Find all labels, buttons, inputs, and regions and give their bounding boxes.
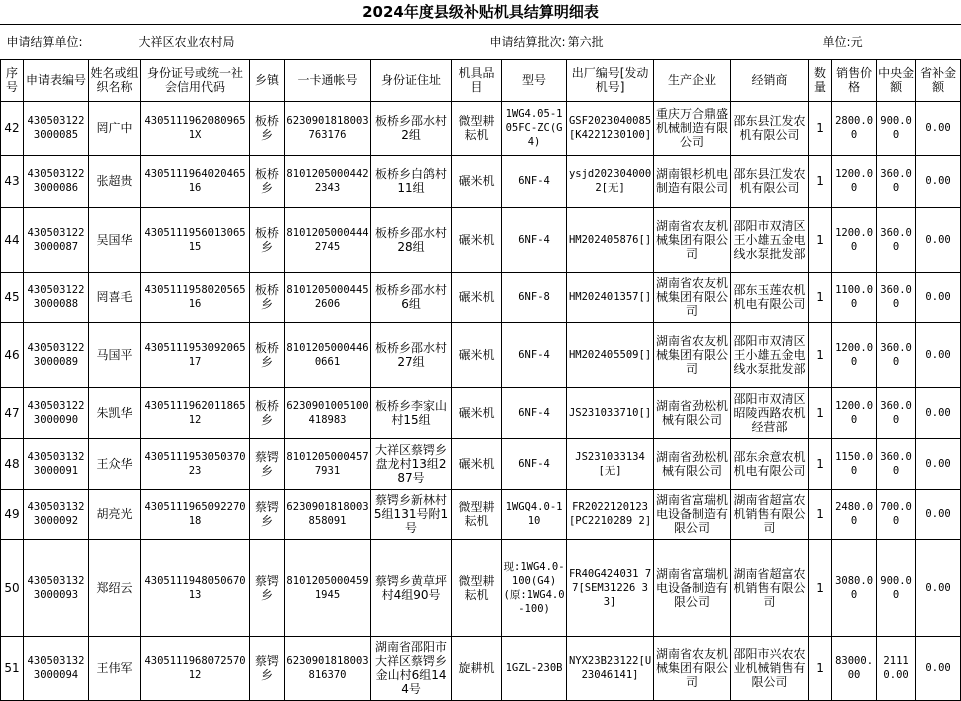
cell-province: 0.00 <box>916 272 961 322</box>
cell-seq: 48 <box>1 438 24 489</box>
cell-price: 2800.00 <box>832 101 877 155</box>
cell-manufacturer: 湖南银杉机电制造有限公司 <box>654 155 731 207</box>
cell-name: 马国平 <box>89 322 141 387</box>
cell-form-no: 4305031323000091 <box>24 438 89 489</box>
cell-dealer: 邵阳市双清区王小雄五金电线水泵批发部 <box>731 322 809 387</box>
cell-account: 81012050004442745 <box>285 207 371 272</box>
cell-form-no: 4305031223000089 <box>24 322 89 387</box>
cell-category: 微型耕耘机 <box>452 101 502 155</box>
cell-account: 6230901818003816370 <box>285 636 371 700</box>
cell-account: 81012050004591945 <box>285 539 371 636</box>
header-category: 机具品目 <box>452 59 502 101</box>
header-id: 身份证号或统一社会信用代码 <box>141 59 250 101</box>
cell-dealer: 湖南省超富农机销售有限公司 <box>731 539 809 636</box>
cell-dealer: 邵阳市双清区昭陵西路农机经营部 <box>731 387 809 438</box>
cell-price: 3080.00 <box>832 539 877 636</box>
cell-id: 430511194805067013 <box>141 539 250 636</box>
cell-model: 现:1WG4.0-100(G4)(原:1WG4.0-100) <box>502 539 567 636</box>
cell-name: 罔喜毛 <box>89 272 141 322</box>
cell-address: 板桥乡白鸽村11组 <box>371 155 452 207</box>
cell-province: 0.00 <box>916 155 961 207</box>
cell-model: 1WGQ4.0-110 <box>502 489 567 539</box>
cell-town: 蔡锷乡 <box>250 489 285 539</box>
header-seq: 序号 <box>1 59 24 101</box>
cell-id: 43051119620809651X <box>141 101 250 155</box>
cell-category: 碾米机 <box>452 322 502 387</box>
cell-province: 0.00 <box>916 438 961 489</box>
cell-seq: 43 <box>1 155 24 207</box>
cell-central: 360.00 <box>877 207 916 272</box>
cell-central: 900.00 <box>877 101 916 155</box>
table-row <box>1 489 961 539</box>
cell-town: 板桥乡 <box>250 101 285 155</box>
cell-model: 6NF-4 <box>502 155 567 207</box>
cell-seq: 49 <box>1 489 24 539</box>
header-price: 销售价格 <box>832 59 877 101</box>
cell-central: 360.00 <box>877 387 916 438</box>
cell-id: 430511196509227018 <box>141 489 250 539</box>
cell-form-no: 4305031223000087 <box>24 207 89 272</box>
header-row <box>1 59 961 101</box>
cell-dealer: 湖南省超富农机销售有限公司 <box>731 489 809 539</box>
cell-manufacturer: 湖南省农友机械集团有限公司 <box>654 322 731 387</box>
table-row <box>1 322 961 387</box>
cell-name: 罔广中 <box>89 101 141 155</box>
header-name: 姓名或组织名称 <box>89 59 141 101</box>
cell-serial: NYX23B23122[U23046141] <box>567 636 654 700</box>
cell-price: 1150.00 <box>832 438 877 489</box>
cell-id: 430511196201186512 <box>141 387 250 438</box>
cell-manufacturer: 湖南省农友机械集团有限公司 <box>654 636 731 700</box>
cell-name: 王伟军 <box>89 636 141 700</box>
cell-address: 蔡锷乡新林村5组131号附1号 <box>371 489 452 539</box>
cell-id: 430511196402046516 <box>141 155 250 207</box>
cell-address: 湖南省邵阳市大祥区蔡锷乡金山村6组144号 <box>371 636 452 700</box>
cell-serial: HM202405876[] <box>567 207 654 272</box>
cell-form-no: 4305031323000094 <box>24 636 89 700</box>
cell-id: 430511195802056516 <box>141 272 250 322</box>
cell-manufacturer: 湖南省劲松机械有限公司 <box>654 387 731 438</box>
cell-category: 碾米机 <box>452 387 502 438</box>
table-row <box>1 539 961 636</box>
table-row <box>1 101 961 155</box>
table-row <box>1 207 961 272</box>
cell-name: 张超贵 <box>89 155 141 207</box>
cell-province: 0.00 <box>916 101 961 155</box>
cell-price: 1200.00 <box>832 207 877 272</box>
cell-price: 1200.00 <box>832 322 877 387</box>
cell-manufacturer: 湖南省富瑞机电设备制造有限公司 <box>654 489 731 539</box>
cell-town: 板桥乡 <box>250 387 285 438</box>
cell-town: 蔡锷乡 <box>250 636 285 700</box>
cell-form-no: 4305031323000092 <box>24 489 89 539</box>
header-qty: 数量 <box>809 59 832 101</box>
cell-category: 碾米机 <box>452 207 502 272</box>
cell-qty: 1 <box>809 438 832 489</box>
page-title: 2024年度县级补贴机具结算明细表 <box>0 0 961 25</box>
cell-serial: ysjd2023040002[无] <box>567 155 654 207</box>
cell-category: 旋耕机 <box>452 636 502 700</box>
table-row <box>1 636 961 700</box>
cell-manufacturer: 湖南省富瑞机电设备制造有限公司 <box>654 539 731 636</box>
cell-serial: HM202405509[] <box>567 322 654 387</box>
header-model: 型号 <box>502 59 567 101</box>
cell-manufacturer: 湖南省劲松机械有限公司 <box>654 438 731 489</box>
table-row <box>1 272 961 322</box>
cell-province: 0.00 <box>916 387 961 438</box>
settlement-table <box>0 25 961 701</box>
cell-category: 碾米机 <box>452 272 502 322</box>
header-address: 身份证住址 <box>371 59 452 101</box>
cell-price: 2480.00 <box>832 489 877 539</box>
cell-seq: 45 <box>1 272 24 322</box>
cell-account: 81012050004452606 <box>285 272 371 322</box>
cell-qty: 1 <box>809 155 832 207</box>
cell-seq: 47 <box>1 387 24 438</box>
cell-serial: FR2022120123[PC2210289 2] <box>567 489 654 539</box>
cell-dealer: 邵阳市双清区王小雄五金电线水泵批发部 <box>731 207 809 272</box>
cell-name: 朱凯华 <box>89 387 141 438</box>
cell-seq: 44 <box>1 207 24 272</box>
cell-town: 板桥乡 <box>250 272 285 322</box>
cell-qty: 1 <box>809 207 832 272</box>
cell-province: 0.00 <box>916 636 961 700</box>
header-town: 乡镇 <box>250 59 285 101</box>
cell-town: 板桥乡 <box>250 155 285 207</box>
cell-town: 板桥乡 <box>250 322 285 387</box>
cell-province: 0.00 <box>916 539 961 636</box>
cell-model: 6NF-4 <box>502 207 567 272</box>
cell-qty: 1 <box>809 387 832 438</box>
cell-name: 吴国华 <box>89 207 141 272</box>
cell-category: 微型耕耘机 <box>452 539 502 636</box>
info-row <box>1 25 961 59</box>
cell-qty: 1 <box>809 101 832 155</box>
cell-name: 郑绍云 <box>89 539 141 636</box>
header-province: 省补金额 <box>916 59 961 101</box>
cell-id: 430511195601306515 <box>141 207 250 272</box>
cell-central: 360.00 <box>877 438 916 489</box>
cell-form-no: 4305031223000088 <box>24 272 89 322</box>
cell-central: 360.00 <box>877 322 916 387</box>
cell-central: 360.00 <box>877 272 916 322</box>
cell-price: 1200.00 <box>832 155 877 207</box>
cell-seq: 46 <box>1 322 24 387</box>
cell-price: 1200.00 <box>832 387 877 438</box>
cell-central: 700.00 <box>877 489 916 539</box>
unit-label: 单位:元 <box>809 25 877 59</box>
cell-name: 王众华 <box>89 438 141 489</box>
cell-model: 6NF-4 <box>502 438 567 489</box>
cell-id: 430511195309206517 <box>141 322 250 387</box>
cell-dealer: 邵东县江发农机有限公司 <box>731 155 809 207</box>
cell-manufacturer: 重庆万合鼎盛机械制造有限公司 <box>654 101 731 155</box>
cell-category: 碾米机 <box>452 438 502 489</box>
cell-qty: 1 <box>809 636 832 700</box>
table-row <box>1 438 961 489</box>
header-central: 中央金额 <box>877 59 916 101</box>
cell-account: 6230901818003858091 <box>285 489 371 539</box>
cell-address: 板桥乡邵水村6组 <box>371 272 452 322</box>
cell-qty: 1 <box>809 272 832 322</box>
cell-account: 81012050004422343 <box>285 155 371 207</box>
cell-category: 微型耕耘机 <box>452 489 502 539</box>
cell-account: 6230901818003763176 <box>285 101 371 155</box>
cell-town: 板桥乡 <box>250 207 285 272</box>
info-blank <box>877 25 961 59</box>
cell-model: 1WG4.05-105FC-ZC(G4) <box>502 101 567 155</box>
cell-address: 蔡锷乡黄草坪村4组90号 <box>371 539 452 636</box>
cell-dealer: 邵东县江发农机有限公司 <box>731 101 809 155</box>
cell-province: 0.00 <box>916 489 961 539</box>
cell-category: 碾米机 <box>452 155 502 207</box>
batch-label: 申请结算批次: <box>285 25 567 59</box>
cell-model: 1GZL-230B <box>502 636 567 700</box>
cell-qty: 1 <box>809 489 832 539</box>
cell-qty: 1 <box>809 539 832 636</box>
cell-serial: JS231033710[] <box>567 387 654 438</box>
cell-town: 蔡锷乡 <box>250 438 285 489</box>
cell-model: 6NF-4 <box>502 322 567 387</box>
cell-central: 21110.00 <box>877 636 916 700</box>
cell-central: 900.00 <box>877 539 916 636</box>
batch-value: 第六批 <box>567 25 809 59</box>
cell-form-no: 4305031223000086 <box>24 155 89 207</box>
cell-price: 1100.00 <box>832 272 877 322</box>
cell-town: 蔡锷乡 <box>250 539 285 636</box>
cell-address: 板桥乡李家山村15组 <box>371 387 452 438</box>
cell-form-no: 4305031323000093 <box>24 539 89 636</box>
cell-address: 板桥乡邵水村28组 <box>371 207 452 272</box>
cell-model: 6NF-8 <box>502 272 567 322</box>
cell-account: 81012050004460661 <box>285 322 371 387</box>
cell-dealer: 邵东余意农机机电有限公司 <box>731 438 809 489</box>
cell-account: 6230901005100418983 <box>285 387 371 438</box>
cell-manufacturer: 湖南省农友机械集团有限公司 <box>654 272 731 322</box>
cell-account: 81012050004577931 <box>285 438 371 489</box>
cell-form-no: 4305031223000085 <box>24 101 89 155</box>
cell-form-no: 4305031223000090 <box>24 387 89 438</box>
cell-province: 0.00 <box>916 322 961 387</box>
cell-address: 板桥乡邵水村2组 <box>371 101 452 155</box>
header-form-no: 申请表编号 <box>24 59 89 101</box>
cell-province: 0.00 <box>916 207 961 272</box>
cell-address: 板桥乡邵水村27组 <box>371 322 452 387</box>
cell-name: 胡亮光 <box>89 489 141 539</box>
cell-manufacturer: 湖南省农友机械集团有限公司 <box>654 207 731 272</box>
cell-serial: GSF2023040085[K4221230100] <box>567 101 654 155</box>
cell-central: 360.00 <box>877 155 916 207</box>
cell-seq: 51 <box>1 636 24 700</box>
cell-dealer: 邵阳市兴农农业机械销售有限公司 <box>731 636 809 700</box>
applicant-label: 申请结算单位: <box>1 25 89 59</box>
cell-address: 大祥区蔡锷乡盘龙村13组287号 <box>371 438 452 489</box>
header-serial: 出厂编号[发动机号] <box>567 59 654 101</box>
cell-id: 430511195305037023 <box>141 438 250 489</box>
header-manufacturer: 生产企业 <box>654 59 731 101</box>
cell-serial: FR40G424031 77[SEM31226 33] <box>567 539 654 636</box>
cell-serial: HM202401357[] <box>567 272 654 322</box>
header-account: 一卡通帐号 <box>285 59 371 101</box>
cell-qty: 1 <box>809 322 832 387</box>
cell-seq: 50 <box>1 539 24 636</box>
applicant-value: 大祥区农业农村局 <box>89 25 285 59</box>
cell-price: 83000.00 <box>832 636 877 700</box>
cell-model: 6NF-4 <box>502 387 567 438</box>
cell-id: 430511196807257012 <box>141 636 250 700</box>
table-row <box>1 155 961 207</box>
table-row <box>1 387 961 438</box>
cell-seq: 42 <box>1 101 24 155</box>
cell-serial: JS231033134[无] <box>567 438 654 489</box>
header-dealer: 经销商 <box>731 59 809 101</box>
cell-dealer: 邵东玉莲农机机电有限公司 <box>731 272 809 322</box>
